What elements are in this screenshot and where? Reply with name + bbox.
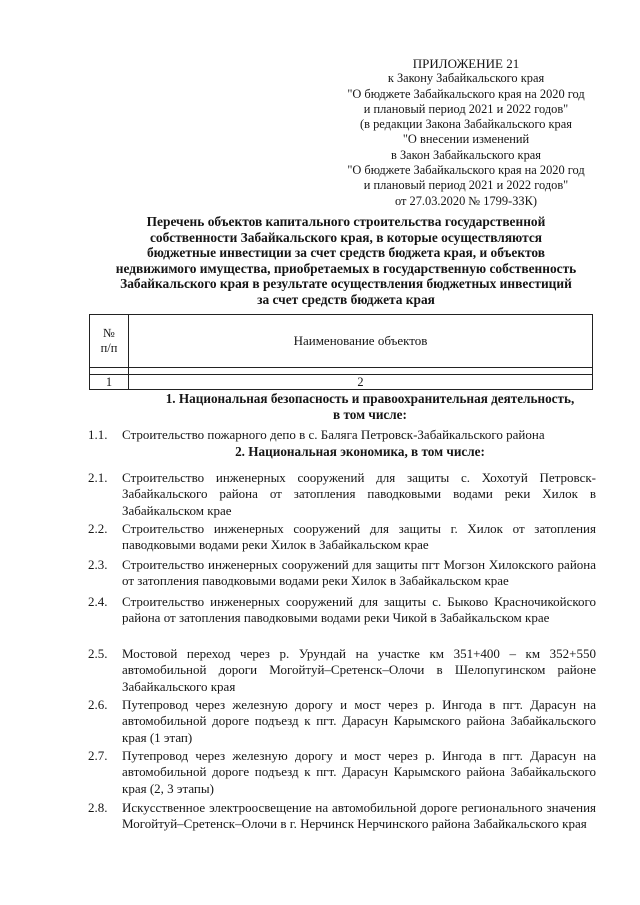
item-text: Путепровод через железную дорогу и мост через р. Ингода в пгт. Дарасун на автомобильной дороге подъезд к пгт. Дарасун Карымского района Забайкальского края (2, 3 этапы) — [122, 748, 596, 796]
title-line: бюджетные инвестиции за счет средств бюджета края, и объектов — [146, 245, 546, 261]
title-line: недвижимого имущества, приобретаемых в государственную собственность — [115, 260, 577, 276]
item-number: 2.2. — [88, 521, 108, 536]
list-item — [88, 470, 596, 519]
appendix-line: ПРИЛОЖЕНИЕ 21 — [412, 56, 520, 71]
list-item — [88, 646, 596, 695]
section-heading-1 — [140, 391, 600, 423]
item-number: 2.4. — [88, 594, 108, 609]
appendix-header — [316, 56, 616, 209]
column-number-row — [90, 375, 593, 390]
title-line: собственности Забайкальского края, в которые осуществляются — [149, 229, 543, 245]
item-text: Мостовой переход через р. Урундай на участке км 351+400 – км 352+550 автомобильной дороги Могойтуй–Сретенск–Олочи в Шелопугинском районе Забайкальского края — [122, 646, 596, 694]
appendix-line: "О бюджете Забайкальского края на 2020 год — [347, 163, 585, 178]
item-text: Искусственное электроосвещение на автомобильной дороге регионального значения Могойтуй–Сретенск–Олочи в г. Нерчинск Нерчинского района Забайкальского края — [122, 800, 596, 832]
appendix-line: и плановый период 2021 и 2022 годов" — [363, 178, 569, 193]
appendix-line: и плановый период 2021 и 2022 годов" — [363, 101, 569, 116]
header-num-symbol: № — [103, 326, 115, 340]
objects-table — [89, 314, 593, 390]
list-item — [88, 521, 596, 554]
title-line: Забайкальского края в результате осуществления бюджетных инвестиций — [120, 276, 572, 292]
item-text: Строительство пожарного депо в с. Баляга Петровск-Забайкальского района — [122, 427, 545, 442]
column-number-1: 1 — [90, 375, 129, 390]
item-text: Строительство инженерных сооружений для защиты пгт Могзон Хилокского района от затопления паводковыми водами реки Хилок в Забайкальском крае — [122, 557, 596, 589]
section-heading-line: в том числе: — [333, 407, 407, 422]
section-heading-line: 1. Национальная безопасность и правоохранительная деятельность, — [165, 391, 575, 406]
table-gap-row — [90, 368, 593, 375]
list-item — [88, 748, 596, 797]
list-item — [88, 697, 596, 746]
item-text: Строительство инженерных сооружений для защиты с. Быково Красночикойского района от затопления паводковыми водами реки Чикой в Забайкальском крае — [122, 594, 596, 626]
item-text: Путепровод через железную дорогу и мост через р. Ингода в пгт. Дарасун на автомобильной дороге подъезд к пгт. Дарасун Карымского района Забайкальского края (1 этап) — [122, 697, 596, 745]
item-number: 2.7. — [88, 748, 108, 763]
appendix-line: (в редакции Закона Забайкальского края — [360, 117, 572, 132]
column-number-2: 2 — [129, 375, 593, 390]
item-text: Строительство инженерных сооружений для защиты с. Хохотуй Петровск-Забайкальского района от затопления паводковыми водами реки Хилок в Забайкальском крае — [122, 470, 596, 518]
document-title — [96, 214, 596, 308]
appendix-line: в Закон Забайкальского края — [391, 147, 541, 162]
list-item — [88, 594, 596, 627]
section-heading-line: 2. Национальная экономика, в том числе: — [235, 444, 485, 459]
item-number: 2.6. — [88, 697, 108, 712]
list-item — [88, 427, 596, 443]
item-text: Строительство инженерных сооружений для защиты г. Хилок от затопления паводковыми водами реки Хилок в Забайкальском крае — [122, 521, 596, 553]
appendix-line: к Закону Забайкальского края — [387, 71, 545, 86]
header-num-abbr: п/п — [100, 341, 118, 355]
item-number: 2.3. — [88, 557, 108, 572]
list-item — [88, 557, 596, 590]
item-number: 2.8. — [88, 800, 108, 815]
title-line: за счет средств бюджета края — [257, 291, 435, 307]
section-heading-2 — [190, 444, 530, 460]
header-num-cell — [90, 315, 129, 368]
appendix-line: от 27.03.2020 № 1799-ЗЗК) — [394, 193, 538, 208]
appendix-line: "О внесении изменений — [402, 132, 530, 147]
item-number: 1.1. — [88, 427, 108, 442]
title-line: Перечень объектов капитального строительства государственной — [146, 214, 546, 229]
table-header-row — [90, 315, 593, 368]
header-name-cell: Наименование объектов — [129, 315, 593, 368]
list-item — [88, 800, 596, 833]
appendix-line: "О бюджете Забайкальского края на 2020 год — [347, 86, 585, 101]
item-number: 2.1. — [88, 470, 108, 485]
item-number: 2.5. — [88, 646, 108, 661]
